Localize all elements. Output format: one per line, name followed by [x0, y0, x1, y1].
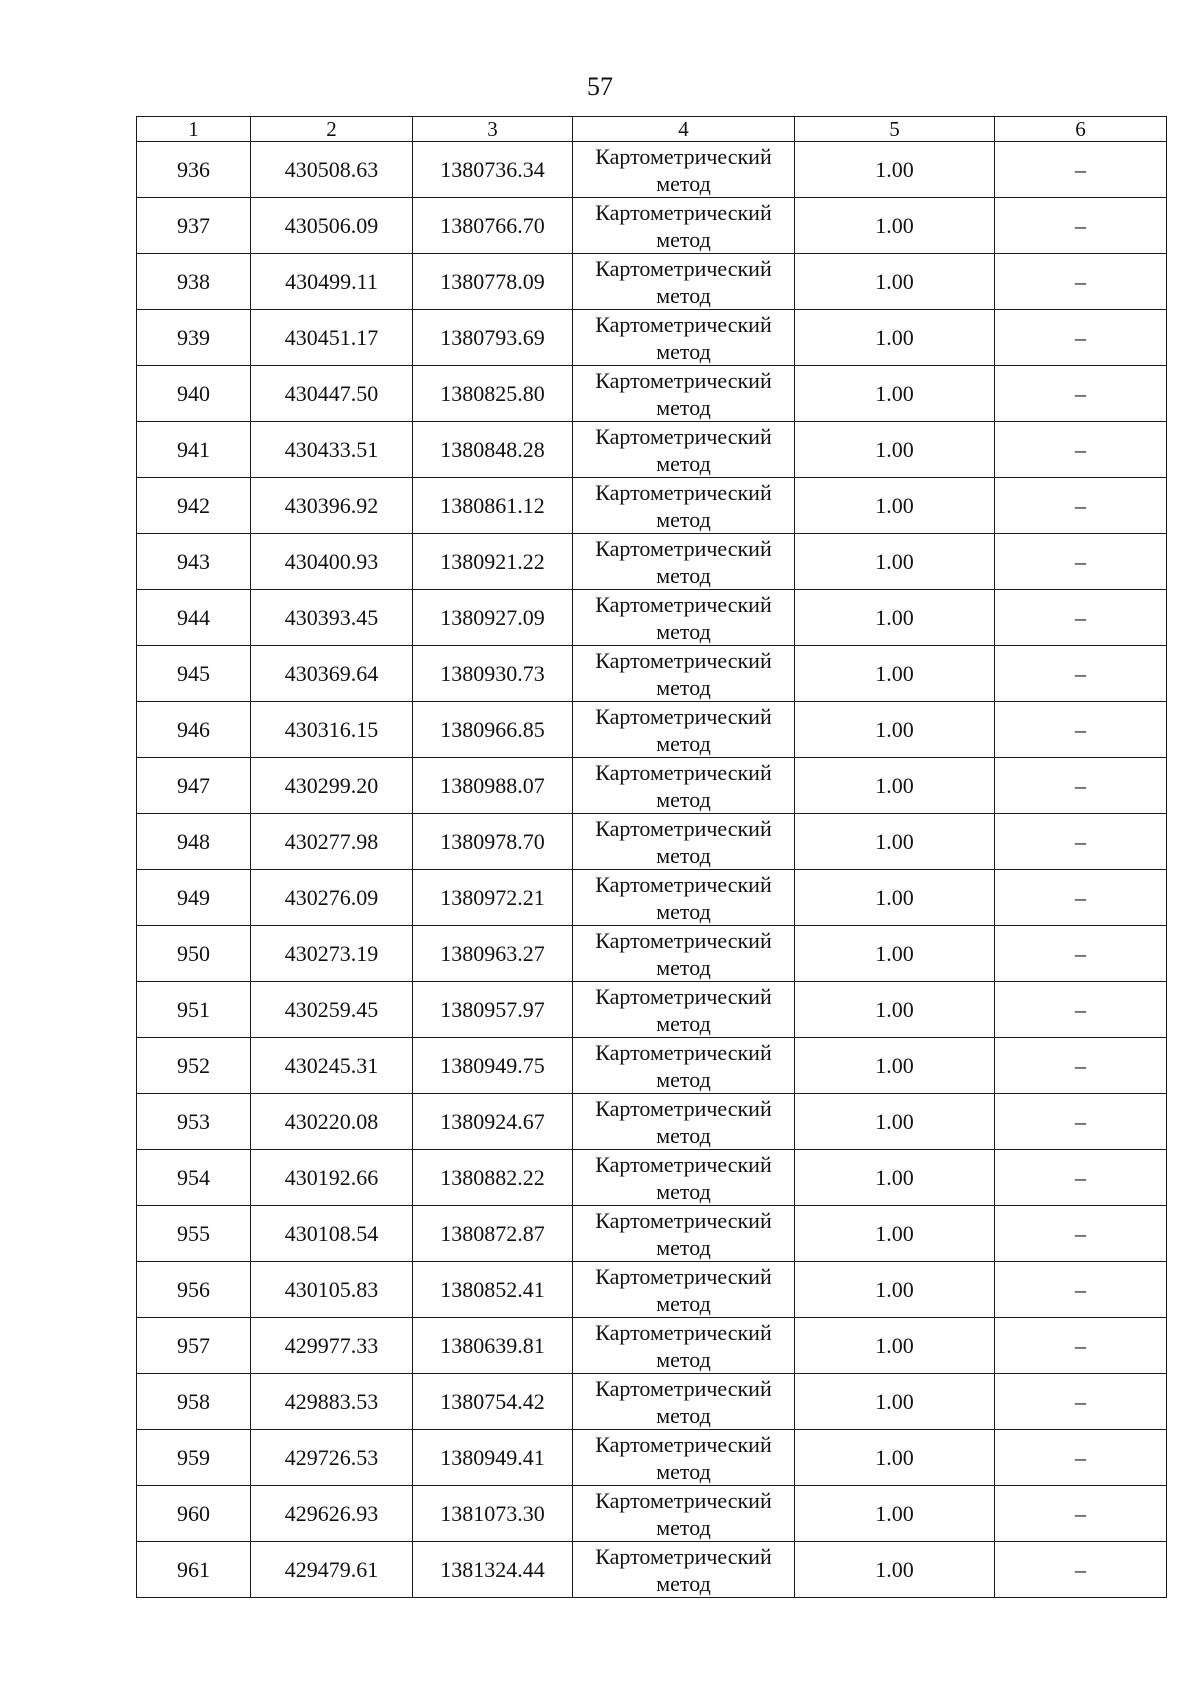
accuracy-cell: 1.00 — [795, 478, 995, 534]
accuracy-cell: 1.00 — [795, 646, 995, 702]
accuracy-cell: 1.00 — [795, 534, 995, 590]
note-cell: – — [995, 1150, 1167, 1206]
y-coordinate-cell: 1380766.70 — [413, 198, 573, 254]
point-number-cell: 937 — [137, 198, 251, 254]
x-coordinate-cell: 430277.98 — [251, 814, 413, 870]
table-row — [137, 1094, 1167, 1150]
y-coordinate-cell: 1380988.07 — [413, 758, 573, 814]
method-cell — [573, 702, 795, 758]
accuracy-cell: 1.00 — [795, 422, 995, 478]
method-text: метод — [656, 563, 711, 588]
x-coordinate-cell: 430220.08 — [251, 1094, 413, 1150]
method-text: метод — [656, 1347, 711, 1372]
column-header: 3 — [413, 117, 573, 142]
table-row — [137, 702, 1167, 758]
table-row — [137, 1262, 1167, 1318]
method-text: Картометрический — [595, 312, 772, 337]
point-number-cell: 946 — [137, 702, 251, 758]
point-number-cell: 942 — [137, 478, 251, 534]
accuracy-cell: 1.00 — [795, 926, 995, 982]
accuracy-cell: 1.00 — [795, 1038, 995, 1094]
method-text: метод — [656, 1515, 711, 1540]
x-coordinate-cell: 430508.63 — [251, 142, 413, 198]
x-coordinate-cell: 430369.64 — [251, 646, 413, 702]
x-coordinate-cell: 430393.45 — [251, 590, 413, 646]
column-header: 5 — [795, 117, 995, 142]
x-coordinate-cell: 430276.09 — [251, 870, 413, 926]
x-coordinate-cell: 429977.33 — [251, 1318, 413, 1374]
point-number-cell: 947 — [137, 758, 251, 814]
note-cell: – — [995, 702, 1167, 758]
method-text: Картометрический — [595, 424, 772, 449]
y-coordinate-cell: 1380754.42 — [413, 1374, 573, 1430]
y-coordinate-cell: 1380927.09 — [413, 590, 573, 646]
method-text: метод — [656, 1123, 711, 1148]
table-row — [137, 198, 1167, 254]
x-coordinate-cell: 430396.92 — [251, 478, 413, 534]
point-number-cell: 950 — [137, 926, 251, 982]
method-text: Картометрический — [595, 1432, 772, 1457]
x-coordinate-cell: 430245.31 — [251, 1038, 413, 1094]
method-text: Картометрический — [595, 1040, 772, 1065]
note-cell: – — [995, 926, 1167, 982]
accuracy-cell: 1.00 — [795, 310, 995, 366]
note-cell: – — [995, 198, 1167, 254]
point-number-cell: 936 — [137, 142, 251, 198]
x-coordinate-cell: 430499.11 — [251, 254, 413, 310]
x-coordinate-cell: 430447.50 — [251, 366, 413, 422]
method-text: Картометрический — [595, 928, 772, 953]
method-text: Картометрический — [595, 536, 772, 561]
method-text: метод — [656, 899, 711, 924]
x-coordinate-cell: 430316.15 — [251, 702, 413, 758]
method-text: Картометрический — [595, 872, 772, 897]
method-text: метод — [656, 171, 711, 196]
y-coordinate-cell: 1380882.22 — [413, 1150, 573, 1206]
y-coordinate-cell: 1380736.34 — [413, 142, 573, 198]
method-cell — [573, 478, 795, 534]
note-cell: – — [995, 1206, 1167, 1262]
column-header: 4 — [573, 117, 795, 142]
table-row — [137, 870, 1167, 926]
accuracy-cell: 1.00 — [795, 758, 995, 814]
point-number-cell: 940 — [137, 366, 251, 422]
note-cell: – — [995, 366, 1167, 422]
method-text: Картометрический — [595, 1488, 772, 1513]
method-text: Картометрический — [595, 368, 772, 393]
point-number-cell: 943 — [137, 534, 251, 590]
method-text: метод — [656, 1179, 711, 1204]
method-text: Картометрический — [595, 592, 772, 617]
point-number-cell: 954 — [137, 1150, 251, 1206]
y-coordinate-cell: 1380861.12 — [413, 478, 573, 534]
y-coordinate-cell: 1380963.27 — [413, 926, 573, 982]
point-number-cell: 959 — [137, 1430, 251, 1486]
method-cell — [573, 366, 795, 422]
method-cell — [573, 1038, 795, 1094]
point-number-cell: 948 — [137, 814, 251, 870]
method-cell — [573, 814, 795, 870]
table-row — [137, 982, 1167, 1038]
accuracy-cell: 1.00 — [795, 1374, 995, 1430]
method-cell — [573, 422, 795, 478]
method-cell — [573, 1542, 795, 1598]
method-cell — [573, 1206, 795, 1262]
method-text: Картометрический — [595, 256, 772, 281]
table-row — [137, 646, 1167, 702]
method-text: Картометрический — [595, 1208, 772, 1233]
method-text: метод — [656, 787, 711, 812]
method-text: Картометрический — [595, 704, 772, 729]
method-text: Картометрический — [595, 1320, 772, 1345]
accuracy-cell: 1.00 — [795, 982, 995, 1038]
method-text: метод — [656, 451, 711, 476]
point-number-cell: 955 — [137, 1206, 251, 1262]
method-text: метод — [656, 1067, 711, 1092]
note-cell: – — [995, 310, 1167, 366]
note-cell: – — [995, 870, 1167, 926]
method-cell — [573, 1374, 795, 1430]
method-text: Картометрический — [595, 760, 772, 785]
note-cell: – — [995, 1262, 1167, 1318]
method-text: метод — [656, 1235, 711, 1260]
y-coordinate-cell: 1380930.73 — [413, 646, 573, 702]
accuracy-cell: 1.00 — [795, 1486, 995, 1542]
method-text: Картометрический — [595, 1376, 772, 1401]
method-text: Картометрический — [595, 648, 772, 673]
note-cell: – — [995, 758, 1167, 814]
x-coordinate-cell: 430105.83 — [251, 1262, 413, 1318]
note-cell: – — [995, 1430, 1167, 1486]
x-coordinate-cell: 429479.61 — [251, 1542, 413, 1598]
point-number-cell: 961 — [137, 1542, 251, 1598]
table-row — [137, 1318, 1167, 1374]
table-header-row — [137, 117, 1167, 142]
table-row — [137, 142, 1167, 198]
method-text: Картометрический — [595, 984, 772, 1009]
method-text: метод — [656, 843, 711, 868]
method-text: Картометрический — [595, 1544, 772, 1569]
method-cell — [573, 1262, 795, 1318]
table-row — [137, 1150, 1167, 1206]
method-cell — [573, 1150, 795, 1206]
y-coordinate-cell: 1380872.87 — [413, 1206, 573, 1262]
note-cell: – — [995, 814, 1167, 870]
method-cell — [573, 590, 795, 646]
point-number-cell: 957 — [137, 1318, 251, 1374]
column-header: 2 — [251, 117, 413, 142]
note-cell: – — [995, 254, 1167, 310]
point-number-cell: 945 — [137, 646, 251, 702]
point-number-cell: 960 — [137, 1486, 251, 1542]
method-cell — [573, 1318, 795, 1374]
table-row — [137, 1430, 1167, 1486]
accuracy-cell: 1.00 — [795, 1430, 995, 1486]
y-coordinate-cell: 1380848.28 — [413, 422, 573, 478]
note-cell: – — [995, 1094, 1167, 1150]
x-coordinate-cell: 430299.20 — [251, 758, 413, 814]
method-text: метод — [656, 339, 711, 364]
table-body — [137, 117, 1167, 1598]
y-coordinate-cell: 1381324.44 — [413, 1542, 573, 1598]
accuracy-cell: 1.00 — [795, 1150, 995, 1206]
y-coordinate-cell: 1380978.70 — [413, 814, 573, 870]
coordinates-table — [136, 116, 1167, 1598]
method-text: метод — [656, 1403, 711, 1428]
table-row — [137, 366, 1167, 422]
accuracy-cell: 1.00 — [795, 590, 995, 646]
y-coordinate-cell: 1380949.75 — [413, 1038, 573, 1094]
table-row — [137, 1374, 1167, 1430]
point-number-cell: 956 — [137, 1262, 251, 1318]
table-row — [137, 310, 1167, 366]
method-text: метод — [656, 507, 711, 532]
y-coordinate-cell: 1380966.85 — [413, 702, 573, 758]
y-coordinate-cell: 1380924.67 — [413, 1094, 573, 1150]
method-text: Картометрический — [595, 144, 772, 169]
method-text: метод — [656, 1571, 711, 1596]
y-coordinate-cell: 1380957.97 — [413, 982, 573, 1038]
method-cell — [573, 982, 795, 1038]
method-text: метод — [656, 227, 711, 252]
x-coordinate-cell: 430108.54 — [251, 1206, 413, 1262]
method-text: метод — [656, 283, 711, 308]
table-row — [137, 422, 1167, 478]
note-cell: – — [995, 1038, 1167, 1094]
table-row — [137, 926, 1167, 982]
method-cell — [573, 1430, 795, 1486]
note-cell: – — [995, 422, 1167, 478]
table-row — [137, 1206, 1167, 1262]
method-text: метод — [656, 1291, 711, 1316]
method-cell — [573, 310, 795, 366]
method-text: метод — [656, 1011, 711, 1036]
x-coordinate-cell: 430451.17 — [251, 310, 413, 366]
point-number-cell: 944 — [137, 590, 251, 646]
table-row — [137, 814, 1167, 870]
method-text: Картометрический — [595, 1096, 772, 1121]
point-number-cell: 952 — [137, 1038, 251, 1094]
column-header: 1 — [137, 117, 251, 142]
y-coordinate-cell: 1380949.41 — [413, 1430, 573, 1486]
page-number: 57 — [587, 72, 613, 101]
y-coordinate-cell: 1380972.21 — [413, 870, 573, 926]
table-row — [137, 1542, 1167, 1598]
x-coordinate-cell: 430273.19 — [251, 926, 413, 982]
accuracy-cell: 1.00 — [795, 1262, 995, 1318]
method-text: Картометрический — [595, 480, 772, 505]
accuracy-cell: 1.00 — [795, 814, 995, 870]
method-cell — [573, 758, 795, 814]
method-text: метод — [656, 395, 711, 420]
method-text: Картометрический — [595, 816, 772, 841]
y-coordinate-cell: 1380793.69 — [413, 310, 573, 366]
accuracy-cell: 1.00 — [795, 1318, 995, 1374]
x-coordinate-cell: 429626.93 — [251, 1486, 413, 1542]
method-cell — [573, 926, 795, 982]
note-cell: – — [995, 142, 1167, 198]
y-coordinate-cell: 1380825.80 — [413, 366, 573, 422]
method-cell — [573, 534, 795, 590]
note-cell: – — [995, 590, 1167, 646]
method-text: метод — [656, 619, 711, 644]
accuracy-cell: 1.00 — [795, 870, 995, 926]
x-coordinate-cell: 430259.45 — [251, 982, 413, 1038]
accuracy-cell: 1.00 — [795, 1542, 995, 1598]
accuracy-cell: 1.00 — [795, 702, 995, 758]
table-row — [137, 478, 1167, 534]
accuracy-cell: 1.00 — [795, 1094, 995, 1150]
method-cell — [573, 1094, 795, 1150]
table-row — [137, 254, 1167, 310]
accuracy-cell: 1.00 — [795, 254, 995, 310]
point-number-cell: 939 — [137, 310, 251, 366]
note-cell: – — [995, 478, 1167, 534]
method-text: метод — [656, 1459, 711, 1484]
method-cell — [573, 198, 795, 254]
accuracy-cell: 1.00 — [795, 198, 995, 254]
y-coordinate-cell: 1380639.81 — [413, 1318, 573, 1374]
method-cell — [573, 142, 795, 198]
x-coordinate-cell: 430400.93 — [251, 534, 413, 590]
method-text: метод — [656, 675, 711, 700]
column-header: 6 — [995, 117, 1167, 142]
y-coordinate-cell: 1380852.41 — [413, 1262, 573, 1318]
point-number-cell: 951 — [137, 982, 251, 1038]
point-number-cell: 958 — [137, 1374, 251, 1430]
note-cell: – — [995, 646, 1167, 702]
note-cell: – — [995, 1486, 1167, 1542]
note-cell: – — [995, 1374, 1167, 1430]
method-text: метод — [656, 955, 711, 980]
y-coordinate-cell: 1380921.22 — [413, 534, 573, 590]
method-cell — [573, 1486, 795, 1542]
method-text: метод — [656, 731, 711, 756]
table-row — [137, 1038, 1167, 1094]
method-text: Картометрический — [595, 200, 772, 225]
accuracy-cell: 1.00 — [795, 366, 995, 422]
x-coordinate-cell: 430433.51 — [251, 422, 413, 478]
table-row — [137, 534, 1167, 590]
x-coordinate-cell: 429883.53 — [251, 1374, 413, 1430]
x-coordinate-cell: 430192.66 — [251, 1150, 413, 1206]
table-row — [137, 758, 1167, 814]
y-coordinate-cell: 1380778.09 — [413, 254, 573, 310]
method-text: Картометрический — [595, 1264, 772, 1289]
note-cell: – — [995, 1318, 1167, 1374]
method-cell — [573, 870, 795, 926]
accuracy-cell: 1.00 — [795, 1206, 995, 1262]
method-cell — [573, 646, 795, 702]
x-coordinate-cell: 430506.09 — [251, 198, 413, 254]
point-number-cell: 949 — [137, 870, 251, 926]
method-text: Картометрический — [595, 1152, 772, 1177]
accuracy-cell: 1.00 — [795, 142, 995, 198]
point-number-cell: 941 — [137, 422, 251, 478]
table-row — [137, 590, 1167, 646]
note-cell: – — [995, 1542, 1167, 1598]
note-cell: – — [995, 982, 1167, 1038]
table-row — [137, 1486, 1167, 1542]
point-number-cell: 938 — [137, 254, 251, 310]
x-coordinate-cell: 429726.53 — [251, 1430, 413, 1486]
point-number-cell: 953 — [137, 1094, 251, 1150]
note-cell: – — [995, 534, 1167, 590]
y-coordinate-cell: 1381073.30 — [413, 1486, 573, 1542]
method-cell — [573, 254, 795, 310]
